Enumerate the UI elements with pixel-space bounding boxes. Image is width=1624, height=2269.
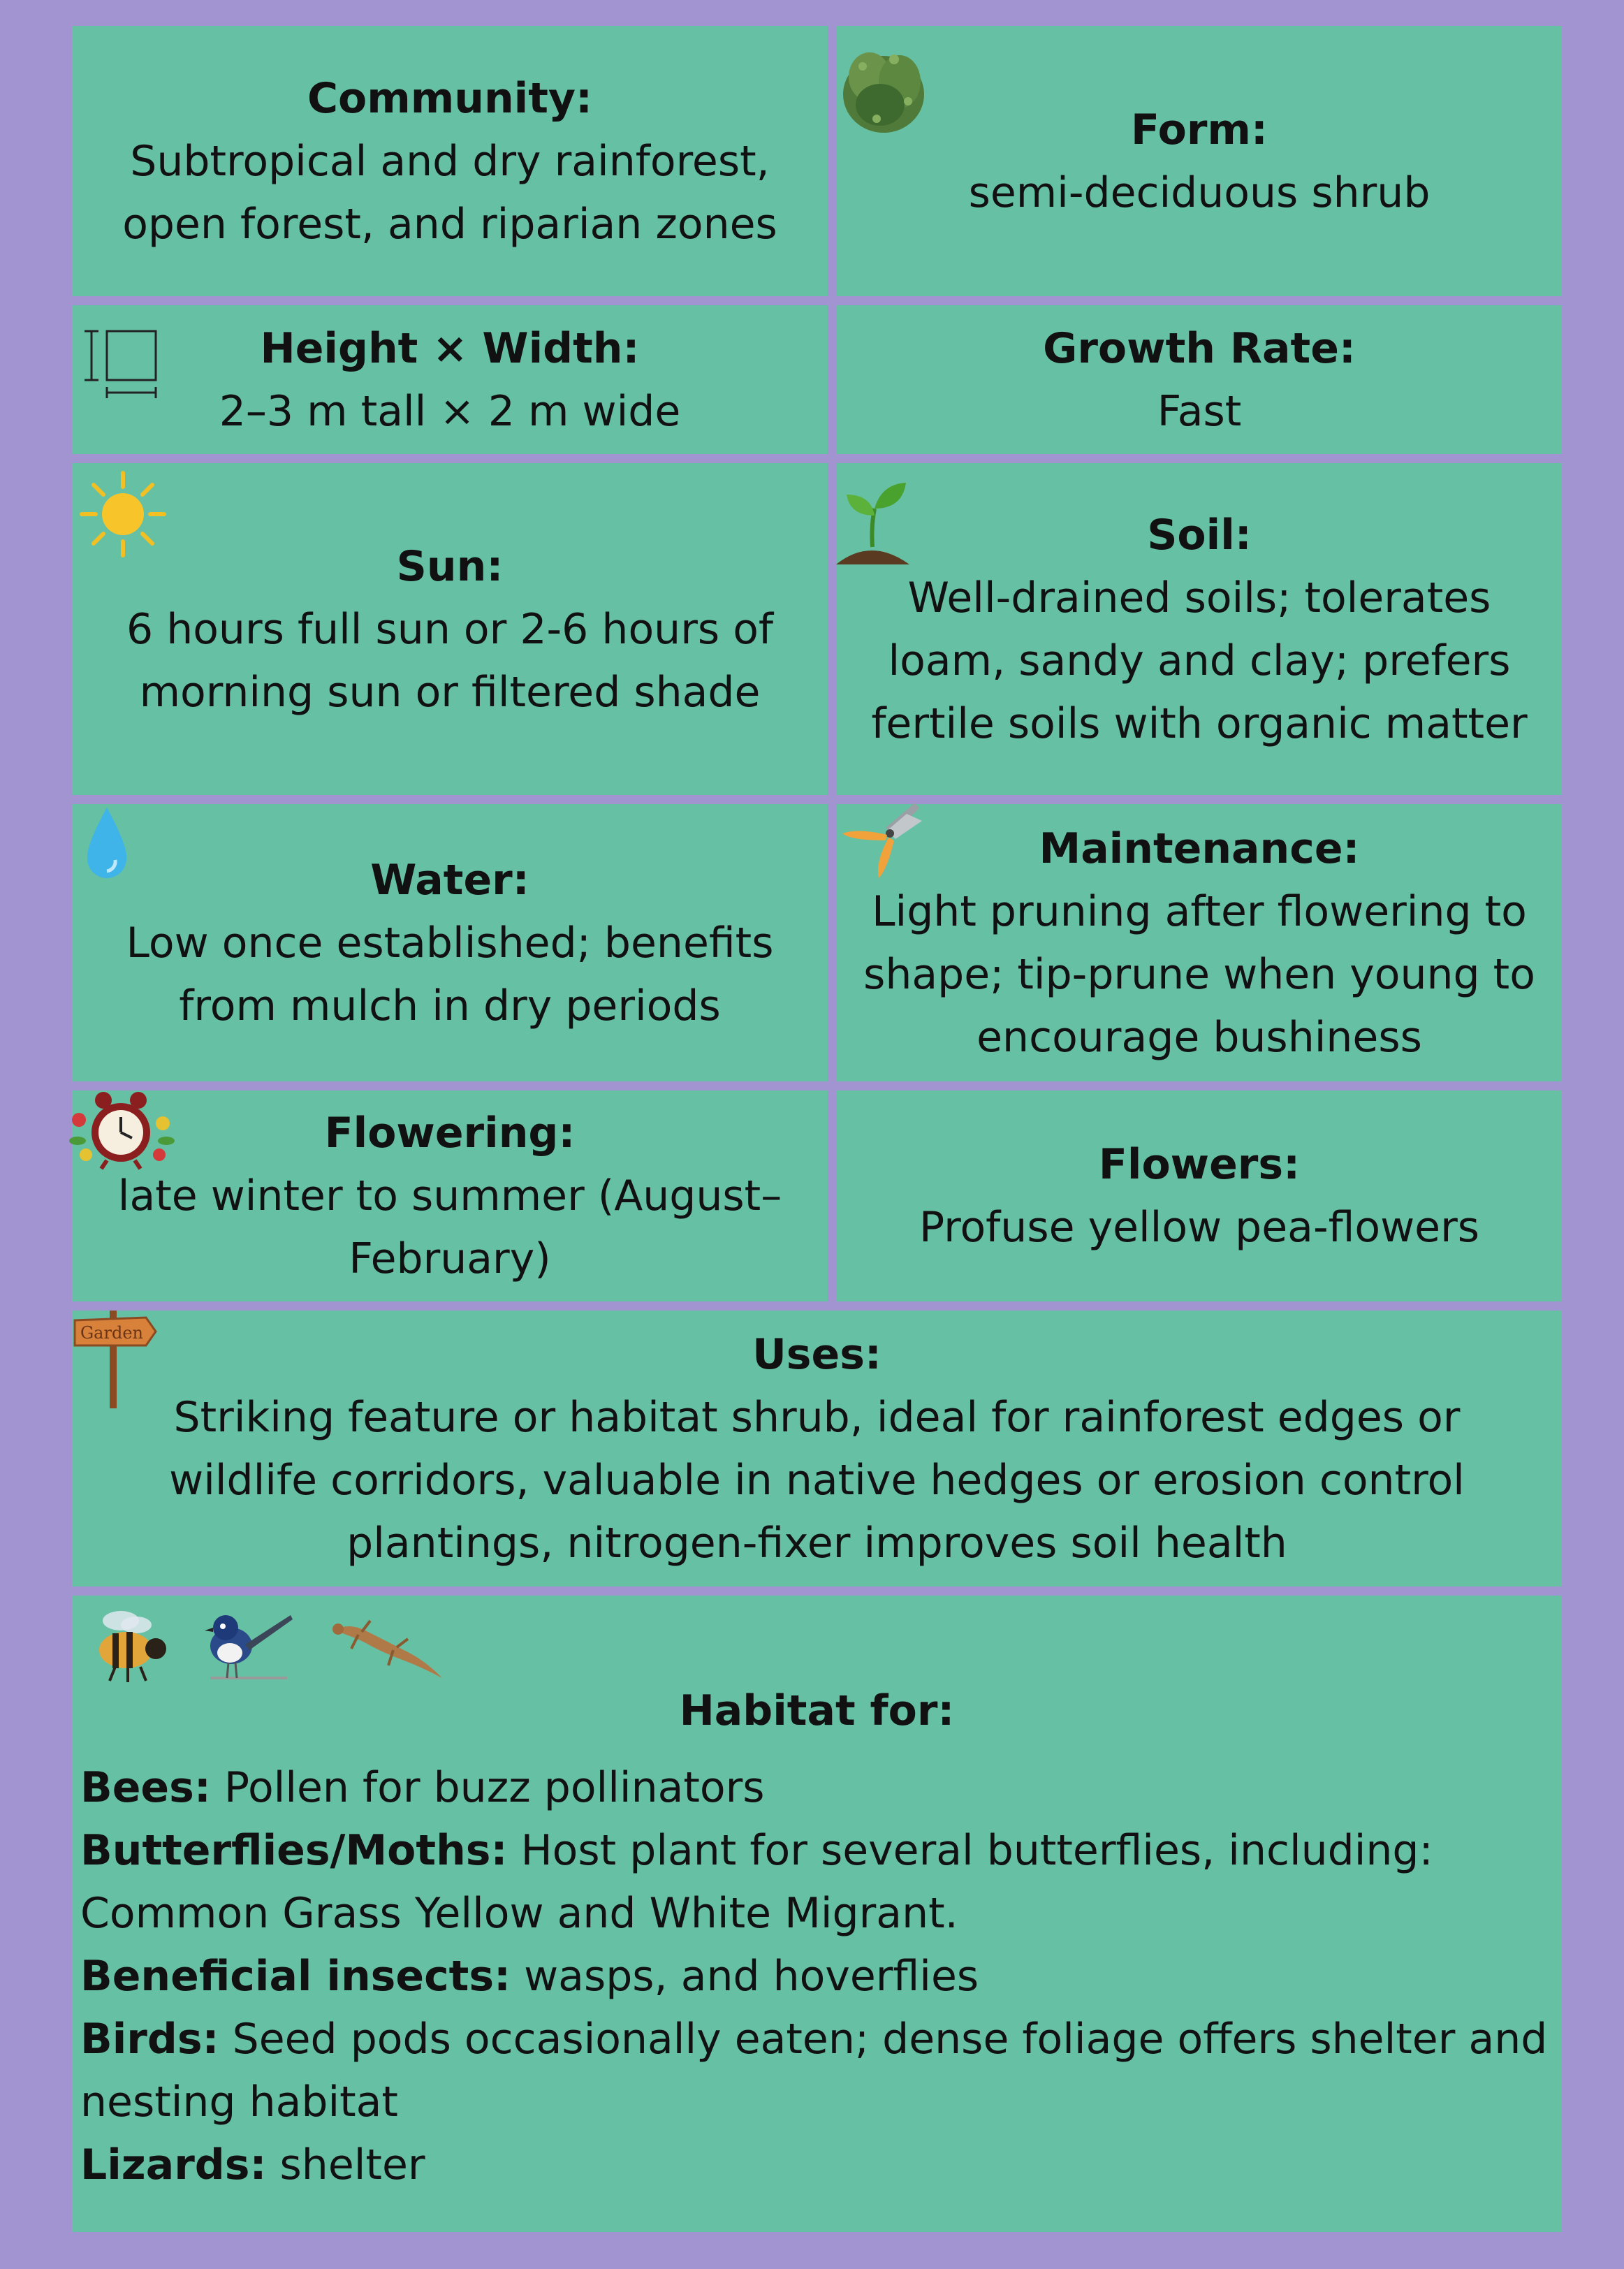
habitat-card	[72, 1596, 1562, 2232]
height-width-card	[72, 305, 828, 454]
community-title: Community:	[307, 73, 593, 123]
shrub-icon	[838, 38, 929, 136]
form-title: Form:	[1131, 105, 1268, 154]
height-width-title: Height × Width:	[260, 323, 640, 373]
growth-rate-text: Fast	[1157, 386, 1242, 436]
pruner-icon	[837, 800, 924, 884]
habitat-label-lizards: Lizards:	[80, 2140, 267, 2189]
water-card	[72, 804, 828, 1081]
maintenance-title: Maintenance:	[1039, 824, 1360, 873]
habitat-list	[80, 1756, 1548, 2196]
flowers-text: Profuse yellow pea-flowers	[919, 1203, 1480, 1252]
habitat-text-beneficial-insects: wasps, and hoverflies	[524, 1952, 979, 2001]
water-text: Low once established; benefits from mulch in dry periods	[126, 918, 774, 1030]
community-card	[72, 26, 828, 296]
habitat-label-bees: Bees:	[80, 1763, 211, 1812]
soil-text: Well-drained soils; tolerates loam, sandy and clay; prefers fertile soils with organic matter	[871, 573, 1528, 748]
dimensions-icon	[79, 323, 166, 407]
sun-text: 6 hours full sun or 2-6 hours of morning sun or filtered shade	[126, 604, 774, 717]
sun-title: Sun:	[396, 541, 504, 591]
growth-rate-title: Growth Rate:	[1043, 323, 1356, 373]
flowering-card	[72, 1090, 828, 1301]
habitat-item-butterflies	[80, 1819, 1548, 1945]
habitat-item-beneficial-insects	[80, 1945, 1548, 2008]
habitat-text-birds: Seed pods occasionally eaten; dense foliage offers shelter and nesting habitat	[80, 2015, 1548, 2126]
form-text: semi-deciduous shrub	[968, 168, 1431, 217]
bird-icon	[203, 1610, 294, 1686]
habitat-item-birds	[80, 2008, 1548, 2133]
habitat-item-bees	[80, 1756, 1548, 1819]
height-width-text: 2–3 m tall × 2 m wide	[219, 386, 681, 436]
habitat-title: Habitat for:	[679, 1686, 955, 1735]
flowers-title: Flowers:	[1098, 1140, 1301, 1189]
habitat-label-birds: Birds:	[80, 2015, 219, 2064]
flowering-text: late winter to summer (August–February)	[117, 1172, 782, 1283]
garden-sign-icon	[73, 1311, 157, 1408]
seedling-icon	[833, 477, 913, 568]
habitat-label-butterflies: Butterflies/Moths:	[80, 1826, 508, 1875]
lizard-icon	[327, 1610, 446, 1686]
flowers-card	[837, 1090, 1562, 1301]
bee-icon	[87, 1607, 171, 1684]
uses-text: Striking feature or habitat shrub, ideal for rainforest edges or wildlife corridors, valuable in native hedges or erosion control plantings, nitrogen-fixer improves soil health	[169, 1392, 1465, 1568]
soil-card	[837, 463, 1562, 795]
maintenance-card	[837, 804, 1562, 1081]
sun-card	[72, 463, 828, 795]
habitat-label-beneficial-insects: Beneficial insects:	[80, 1952, 511, 2001]
habitat-text-butterflies: Host plant for several butterflies, including: Common Grass Yellow and White Migrant.	[80, 1826, 1433, 1938]
habitat-text-bees: Pollen for buzz pollinators	[224, 1763, 765, 1812]
garden-sign-text: Garden	[80, 1323, 143, 1343]
community-text: Subtropical and dry rainforest, open forest, and riparian zones	[122, 136, 777, 249]
water-title: Water:	[370, 855, 529, 905]
form-card	[837, 26, 1562, 296]
alarm-clock-icon	[65, 1085, 177, 1176]
maintenance-text: Light pruning after flowering to shape; tip-prune when young to encourage bushiness	[863, 887, 1535, 1062]
uses-card	[72, 1311, 1562, 1586]
flowering-title: Flowering:	[324, 1109, 576, 1158]
uses-title: Uses:	[752, 1329, 882, 1379]
sun-icon	[78, 469, 168, 560]
water-drop-icon	[79, 804, 135, 884]
soil-title: Soil:	[1147, 510, 1252, 560]
growth-rate-card	[837, 305, 1562, 454]
habitat-text-lizards: shelter	[279, 2140, 425, 2189]
habitat-item-lizards	[80, 2133, 1548, 2196]
